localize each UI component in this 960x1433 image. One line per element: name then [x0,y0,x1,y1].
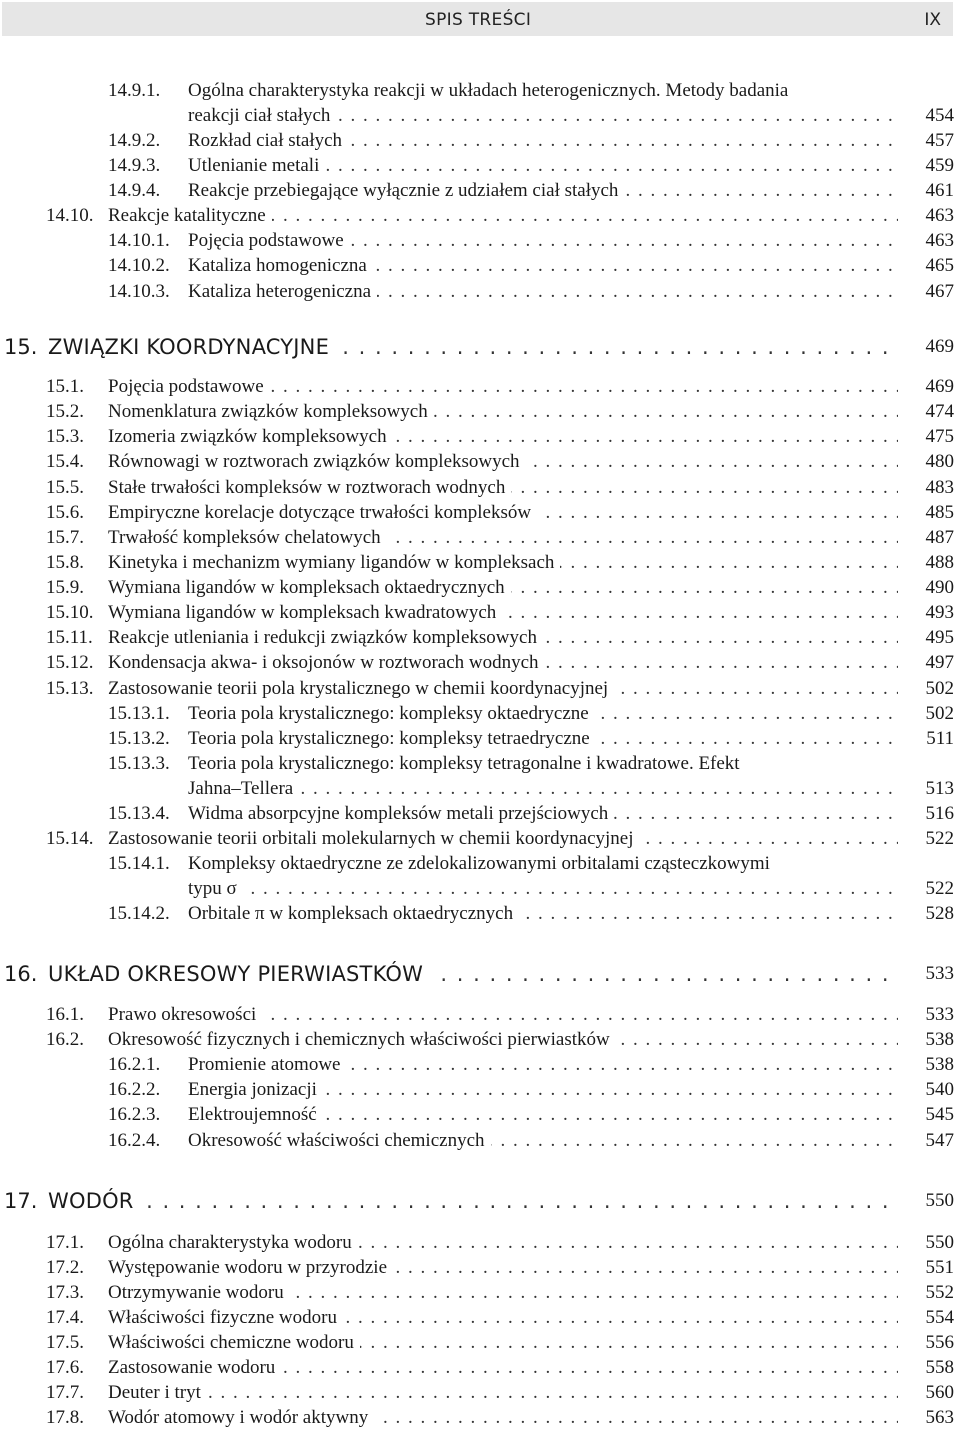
entry-title: Kataliza heterogeniczna [188,281,377,302]
entry-number: 14.10.3. [108,281,170,302]
toc-entry[interactable] [0,625,960,651]
entry-number: 14.10.2. [108,255,170,276]
toc-entry[interactable] [0,1380,960,1406]
entry-page-number: 533 [925,1004,954,1025]
entry-page-number: 516 [925,803,954,824]
toc-entry[interactable] [0,600,960,626]
entry-title: Reakcje utleniania i redukcji związków kompleksowych [108,627,543,648]
toc-entry[interactable] [0,525,960,551]
entry-page-number: 550 [925,1190,954,1211]
entry-number: 15. [4,335,38,359]
toc-entry[interactable] [0,1077,960,1103]
entry-number: 15.10. [46,602,94,623]
toc-entry[interactable] [0,726,960,752]
entry-page-number: 552 [925,1282,954,1303]
entry-number: 15.8. [46,552,84,573]
entry-title: Pojęcia podstawowe [188,230,350,251]
toc-entry[interactable] [0,1027,960,1053]
entry-page-number: 469 [925,336,954,357]
entry-number: 14.9.2. [108,130,161,151]
chapter-entry[interactable] [0,334,960,360]
entry-number: 16.1. [46,1004,84,1025]
entry-page-number: 474 [925,401,954,422]
entry-page-number: 495 [925,627,954,648]
entry-title: Kinetyka i mechanizm wymiany ligandów w kompleksach [108,552,560,573]
toc-entry[interactable] [0,801,960,827]
entry-title: Teoria pola krystalicznego: kompleksy oktaedryczne [188,703,595,724]
toc-entry[interactable] [0,1255,960,1281]
toc-entry[interactable] [0,550,960,576]
entry-page-number: 465 [925,255,954,276]
entry-page-number: 563 [925,1407,954,1428]
entry-number: 17.5. [46,1332,84,1353]
toc-entry[interactable] [0,178,960,204]
entry-page-number: 551 [925,1257,954,1278]
entry-number: 15.4. [46,451,84,472]
entry-number: 14.10.1. [108,230,170,251]
toc-entry[interactable] [0,650,960,676]
entry-number: 15.13.1. [108,703,170,724]
entry-title: ZWIĄZKI KOORDYNACYJNE [48,335,335,359]
entry-page-number: 554 [925,1307,954,1328]
entry-number: 16.2.1. [108,1054,161,1075]
entry-number: 17.8. [46,1407,84,1428]
toc-entry[interactable] [0,1355,960,1381]
header-title: SPIS TREŚCI [425,10,532,30]
entry-title: Stałe trwałości kompleksów w roztworach wodnych [108,477,511,498]
entry-title: Kataliza homogeniczna [188,255,373,276]
entry-title: Zastosowanie teorii pola krystalicznego w chemii koordynacyjnej [108,678,614,699]
toc-entry[interactable] [0,374,960,400]
entry-title: Orbitale π w kompleksach oktaedrycznych [188,903,519,924]
entry-page-number: 556 [925,1332,954,1353]
entry-page-number: 459 [925,155,954,176]
entry-title: Empiryczne korelacje dotyczące trwałości kompleksów [108,502,537,523]
entry-title: Rozkład ciał stałych [188,130,348,151]
entry-page-number: 558 [925,1357,954,1378]
entry-title: Otrzymywanie wodoru [108,1282,290,1303]
entry-title: Jahna–Tellera [188,778,299,799]
entry-number: 15.14. [46,828,94,849]
entry-title: Zastosowanie wodoru [108,1357,281,1378]
entry-number: 17.1. [46,1232,84,1253]
toc-entry[interactable] [0,1305,960,1331]
toc-entry[interactable] [0,500,960,526]
entry-number: 15.5. [46,477,84,498]
entry-number: 17.2. [46,1257,84,1278]
toc-entry[interactable] [0,1128,960,1154]
entry-title: Okresowość właściwości chemicznych [188,1130,491,1151]
entry-title: Elektroujemność [188,1104,323,1125]
entry-title: Izomeria związków kompleksowych [108,426,393,447]
entry-title: WODÓR [48,1189,140,1213]
toc-entry[interactable] [0,1230,960,1256]
entry-title: Reakcje przebiegające wyłącznie z udziałem ciał stałych [188,180,624,201]
toc-entry[interactable] [0,1405,960,1431]
toc-entry[interactable] [0,1102,960,1128]
entry-page-number: 467 [925,281,954,302]
entry-page-number: 461 [925,180,954,201]
toc-entry[interactable] [0,228,960,254]
toc-entry[interactable] [0,475,960,501]
entry-page-number: 550 [925,1232,954,1253]
entry-title: Zastosowanie teorii orbitali molekularnych w chemii koordynacyjnej [108,828,640,849]
entry-page-number: 463 [925,205,954,226]
entry-number: 15.6. [46,502,84,523]
toc-entry[interactable] [0,876,960,902]
entry-page-number: 454 [925,105,954,126]
entry-page-number: 511 [926,728,954,749]
entry-page-number: 538 [925,1029,954,1050]
entry-page-number: 488 [925,552,954,573]
toc-entry[interactable] [0,826,960,852]
entry-number: 17.4. [46,1307,84,1328]
entry-page-number: 533 [925,963,954,984]
toc-entry[interactable] [0,701,960,727]
entry-number: 15.1. [46,376,84,397]
entry-page-number: 497 [925,652,954,673]
toc-entry[interactable] [0,424,960,450]
entry-page-number: 480 [925,451,954,472]
toc-entry[interactable] [0,676,960,702]
entry-number: 15.7. [46,527,84,548]
entry-title: Deuter i tryt [108,1382,207,1403]
toc-entry[interactable] [0,1052,960,1078]
entry-page-number: 513 [925,778,954,799]
entry-number: 16.2. [46,1029,84,1050]
entry-title: Wodór atomowy i wodór aktywny [108,1407,374,1428]
entry-number: 15.9. [46,577,84,598]
entry-title: UKŁAD OKRESOWY PIERWIASTKÓW [48,962,429,986]
entry-number: 14.9.3. [108,155,161,176]
entry-page-number: 540 [925,1079,954,1100]
entry-title: Widma absorpcyjne kompleksów metali przejściowych [188,803,614,824]
toc-entry[interactable] [0,449,960,475]
entry-number: 15.13. [46,678,94,699]
entry-number: 15.12. [46,652,94,673]
entry-title: typu σ [188,878,243,899]
toc-entry[interactable] [0,153,960,179]
entry-page-number: 502 [925,678,954,699]
entry-title: Energia jonizacji [188,1079,323,1100]
entry-title: Wymiana ligandów w kompleksach oktaedrycznych [108,577,511,598]
toc-entry[interactable] [0,1330,960,1356]
chapter-entry[interactable] [0,961,960,987]
toc-entry[interactable] [0,776,960,802]
entry-page-number: 493 [925,602,954,623]
entry-page-number: 545 [925,1104,954,1125]
entry-title: Trwałość kompleksów chelatowych [108,527,387,548]
toc-entry[interactable] [0,203,960,229]
entry-number: 16.2.3. [108,1104,161,1125]
entry-number: 15.2. [46,401,84,422]
toc-entry[interactable] [0,1002,960,1028]
entry-number: 15.11. [46,627,93,648]
toc-entry[interactable] [0,851,960,877]
entry-number: 14.9.4. [108,180,161,201]
entry-page-number: 522 [925,878,954,899]
entry-number: 17.7. [46,1382,84,1403]
entry-number: 15.14.1. [108,853,170,874]
entry-title: Reakcje katalityczne [108,205,272,226]
entry-number: 15.3. [46,426,84,447]
toc-entry[interactable] [0,78,960,104]
entry-page-number: 560 [925,1382,954,1403]
entry-title: Teoria pola krystalicznego: kompleksy tetraedryczne [188,728,596,749]
entry-title: Pojęcia podstawowe [108,376,270,397]
entry-number: 15.14.2. [108,903,170,924]
entry-title: Równowagi w roztworach związków kompleksowych [108,451,526,472]
entry-page-number: 502 [925,703,954,724]
entry-page-number: 522 [925,828,954,849]
entry-number: 17.3. [46,1282,84,1303]
entry-page-number: 528 [925,903,954,924]
toc-entry[interactable] [0,751,960,777]
entry-page-number: 490 [925,577,954,598]
entry-title: Promienie atomowe [188,1054,347,1075]
entry-number: 16.2.4. [108,1130,161,1151]
entry-number: 15.13.4. [108,803,170,824]
entry-number: 14.10. [46,205,94,226]
entry-page-number: 538 [925,1054,954,1075]
entry-title: reakcji ciał stałych [188,105,336,126]
header-page-number: IX [924,10,941,30]
entry-number: 15.13.3. [108,753,170,774]
entry-title: Ogólna charakterystyka wodoru [108,1232,358,1253]
entry-page-number: 457 [925,130,954,151]
entry-page-number: 547 [925,1130,954,1151]
entry-title: Utlenianie metali [188,155,325,176]
entry-page-number: 485 [925,502,954,523]
toc-entry[interactable] [0,128,960,154]
entry-number: 17. [4,1189,38,1213]
chapter-entry[interactable] [0,1188,960,1214]
toc-entry[interactable] [0,901,960,927]
entry-title: Prawo okresowości [108,1004,262,1025]
toc-entry[interactable] [0,279,960,305]
entry-title: Kondensacja akwa- i oksojonów w roztworach wodnych [108,652,545,673]
entry-title: Wymiana ligandów w kompleksach kwadratowych [108,602,502,623]
entry-number: 16.2.2. [108,1079,161,1100]
entry-title: Występowanie wodoru w przyrodzie [108,1257,393,1278]
entry-number: 17.6. [46,1357,84,1378]
toc-entry[interactable] [0,575,960,601]
toc-entry[interactable] [0,253,960,279]
entry-page-number: 469 [925,376,954,397]
entry-title: Kompleksy oktaedryczne ze zdelokalizowanymi orbitalami cząsteczkowymi [188,853,776,874]
entry-title: Okresowość fizycznych i chemicznych właściwości pierwiastków [108,1029,616,1050]
entry-page-number: 475 [925,426,954,447]
entry-title: Właściwości chemiczne wodoru [108,1332,360,1353]
toc-entry[interactable] [0,1280,960,1306]
entry-page-number: 487 [925,527,954,548]
entry-title: Właściwości fizyczne wodoru [108,1307,343,1328]
entry-title: Teoria pola krystalicznego: kompleksy tetragonalne i kwadratowe. Efekt [188,753,746,774]
entry-title: Nomenklatura związków kompleksowych [108,401,434,422]
entry-page-number: 483 [925,477,954,498]
entry-page-number: 463 [925,230,954,251]
entry-number: 16. [4,962,38,986]
entry-number: 14.9.1. [108,80,161,101]
entry-title: Ogólna charakterystyka reakcji w układach heterogenicznych. Metody badania [188,80,794,101]
toc-entry[interactable] [0,399,960,425]
entry-number: 15.13.2. [108,728,170,749]
toc-entry[interactable] [0,103,960,129]
